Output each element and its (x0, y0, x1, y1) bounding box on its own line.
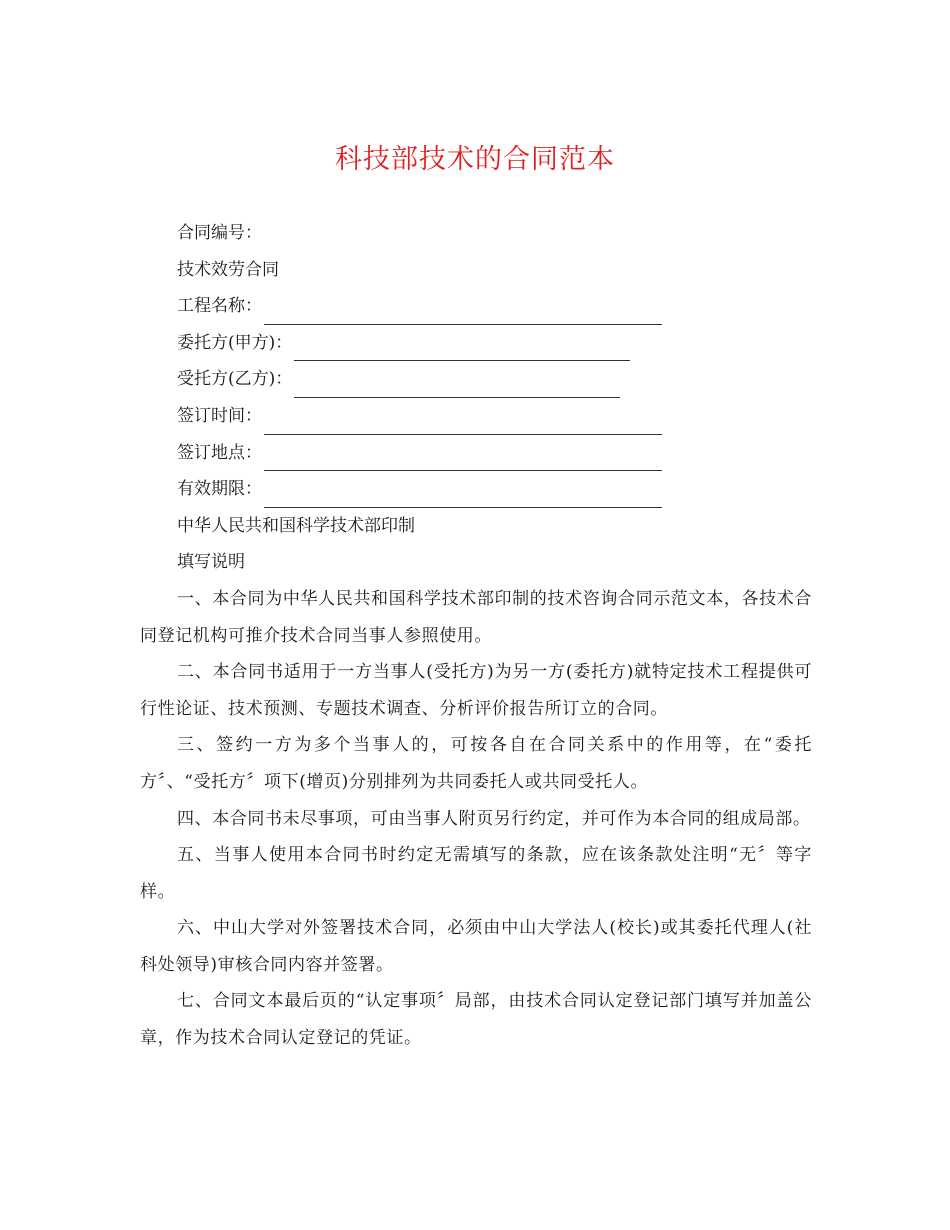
field-label: 委托方(甲方)： (177, 332, 293, 353)
field-project-name (140, 288, 812, 325)
instructions-heading: 填写说明 (177, 552, 245, 573)
printer-line: 中华人民共和国科学技术部印制 (177, 515, 415, 536)
field-client-party-a (140, 325, 812, 362)
fill-in-blank[interactable] (294, 334, 630, 361)
fill-in-blank[interactable] (264, 408, 662, 435)
field-label: 受托方(乙方)： (177, 369, 293, 390)
instruction-paragraph: 三、签约一方为多个当事人的，可按各自在合同关系中的作用等，在“委托方〞、“受托方〞项下(增页)分别排列为共同委托人或共同受托人。 (140, 735, 812, 792)
field-validity-period (140, 471, 812, 508)
field-label: 有效期限： (177, 479, 262, 500)
fill-in-blank[interactable] (264, 298, 662, 325)
document-title: 科技部技术的合同范本 (335, 144, 615, 175)
instruction-paragraph: 一、本合同为中华人民共和国科学技术部印制的技术咨询合同示范文本，各技术合同登记机构可推介技术合同当事人参照使用。 (140, 588, 812, 646)
field-signing-date (140, 398, 812, 435)
field-contractor-party-b (140, 361, 812, 398)
field-label: 签订地点： (177, 442, 262, 463)
field-label: 签订时间： (177, 405, 262, 426)
instruction-paragraph: 四、本合同书未尽事项，可由当事人附页另行约定，并可作为本合同的组成局部。 (177, 808, 811, 829)
instruction-paragraph: 二、本合同书适用于一方当事人(受托方)为另一方(委托方)就特定技术工程提供可行性论证、技术预测、专题技术调查、分析评价报告所订立的合同。 (140, 662, 812, 719)
instruction-paragraph: 五、当事人使用本合同书时约定无需填写的条款，应在该条款处注明“无〞等字样。 (140, 845, 812, 902)
field-label: 工程名称： (177, 296, 262, 317)
fill-in-blank[interactable] (294, 371, 620, 398)
fill-in-blank[interactable] (264, 444, 662, 471)
instruction-paragraph: 七、合同文本最后页的“认定事项〞局部，由技术合同认定登记部门填写并加盖公章，作为技术合同认定登记的凭证。 (140, 991, 812, 1049)
field-signing-place (140, 435, 812, 472)
contract-number-line: 合同编号： (177, 223, 262, 243)
instruction-paragraph: 六、中山大学对外签署技术合同，必须由中山大学法人(校长)或其委托代理人(社科处领导)审核合同内容并签署。 (140, 918, 812, 975)
fill-in-blank[interactable] (264, 481, 662, 508)
contract-type-line: 技术效劳合同 (177, 259, 279, 280)
document-body (140, 215, 812, 1057)
